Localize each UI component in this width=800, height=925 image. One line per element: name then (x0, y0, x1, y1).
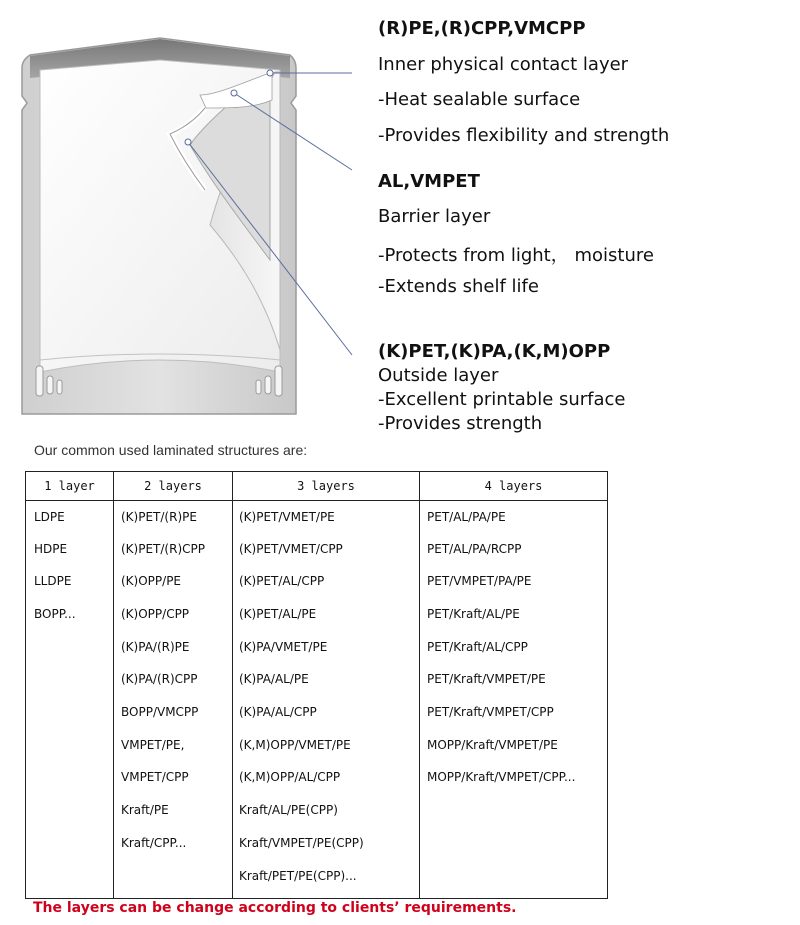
table-cell: (K)OPP/PE (121, 574, 182, 588)
table-cell: (K)PA/(R)PE (121, 640, 190, 654)
table-cell: (K)PET/VMET/PE (239, 510, 335, 524)
pointer-dot-barrier (231, 90, 237, 96)
table-cell: (K)PA/(R)CPP (121, 672, 198, 686)
table-cell: (K)OPP/CPP (121, 607, 190, 621)
requirements-note: The layers can be change according to clients’ requirements. (33, 900, 517, 916)
table-column-2-layers (113, 472, 232, 898)
table-cell: PET/AL/PA/PE (427, 510, 506, 524)
table-cell: MOPP/Kraft/VMPET/CPP... (427, 770, 576, 784)
inner-layer-line-1: Inner physical contact layer (378, 54, 629, 75)
table-cell: Kraft/VMPET/PE(CPP) (239, 836, 364, 850)
table-cell: BOPP... (34, 607, 76, 621)
table-cell: PET/Kraft/VMPET/PE (427, 672, 546, 686)
table-column-1-layer (26, 472, 113, 898)
barrier-layer-heading: AL,VMPET (378, 171, 480, 192)
barrier-layer-line-2: -Protects from light， moisture (378, 245, 654, 266)
table-cell: (K)PET/AL/CPP (239, 574, 325, 588)
table-cell: PET/AL/PA/RCPP (427, 542, 522, 556)
table-cell: (K)PA/VMET/PE (239, 640, 328, 654)
table-cell: (K,M)OPP/AL/CPP (239, 770, 341, 784)
structures-table (25, 471, 608, 899)
table-cell: (K)PA/AL/CPP (239, 705, 317, 719)
column-header: 3 layers (233, 472, 419, 501)
table-cell: (K,M)OPP/VMET/PE (239, 738, 351, 752)
table-cell: PET/VMPET/PA/PE (427, 574, 532, 588)
table-cell: (K)PET/(R)PE (121, 510, 197, 524)
table-cell: VMPET/PE, (121, 738, 185, 752)
table-cell: HDPE (34, 542, 68, 556)
table-cell: VMPET/CPP (121, 770, 189, 784)
table-cell: LLDPE (34, 574, 72, 588)
table-intro: Our common used laminated structures are: (34, 442, 308, 458)
table-cell: MOPP/Kraft/VMPET/PE (427, 738, 558, 752)
table-cell: (K)PA/AL/PE (239, 672, 309, 686)
pointer-dot-outer (185, 139, 191, 145)
table-cell: Kraft/AL/PE(CPP) (239, 803, 338, 817)
outer-layer-line-3: -Provides strength (378, 413, 543, 434)
table-cell: (K)PET/(R)CPP (121, 542, 205, 556)
column-header: 1 layer (26, 472, 113, 501)
table-cell: Kraft/PET/PE(CPP)... (239, 869, 357, 883)
table-cell: (K)PET/VMET/CPP (239, 542, 343, 556)
inner-layer-heading: (R)PE,(R)CPP,VMCPP (378, 18, 586, 39)
column-header: 4 layers (420, 472, 607, 501)
column-header: 2 layers (114, 472, 232, 501)
table-cell: (K)PET/AL/PE (239, 607, 317, 621)
table-cell: LDPE (34, 510, 65, 524)
table-cell: PET/Kraft/AL/PE (427, 607, 520, 621)
table-cell: BOPP/VMCPP (121, 705, 199, 719)
outer-layer-heading: (K)PET,(K)PA,(K,M)OPP (378, 341, 611, 362)
table-cell: PET/Kraft/AL/CPP (427, 640, 528, 654)
table-cell: Kraft/CPP... (121, 836, 187, 850)
outer-layer-line-1: Outside layer (378, 365, 499, 386)
table-cell: Kraft/PE (121, 803, 169, 817)
inner-layer-line-2: -Heat sealable surface (378, 89, 581, 110)
barrier-layer-line-3: -Extends shelf life (378, 276, 539, 297)
pointer-dot-inner (267, 70, 273, 76)
table-column-3-layers (232, 472, 419, 898)
table-column-4-layers (419, 472, 607, 898)
outer-layer-line-2: -Excellent printable surface (378, 389, 626, 410)
table-cell: PET/Kraft/VMPET/CPP (427, 705, 554, 719)
barrier-layer-line-1: Barrier layer (378, 206, 491, 227)
inner-layer-line-3: -Provides flexibility and strength (378, 125, 670, 146)
